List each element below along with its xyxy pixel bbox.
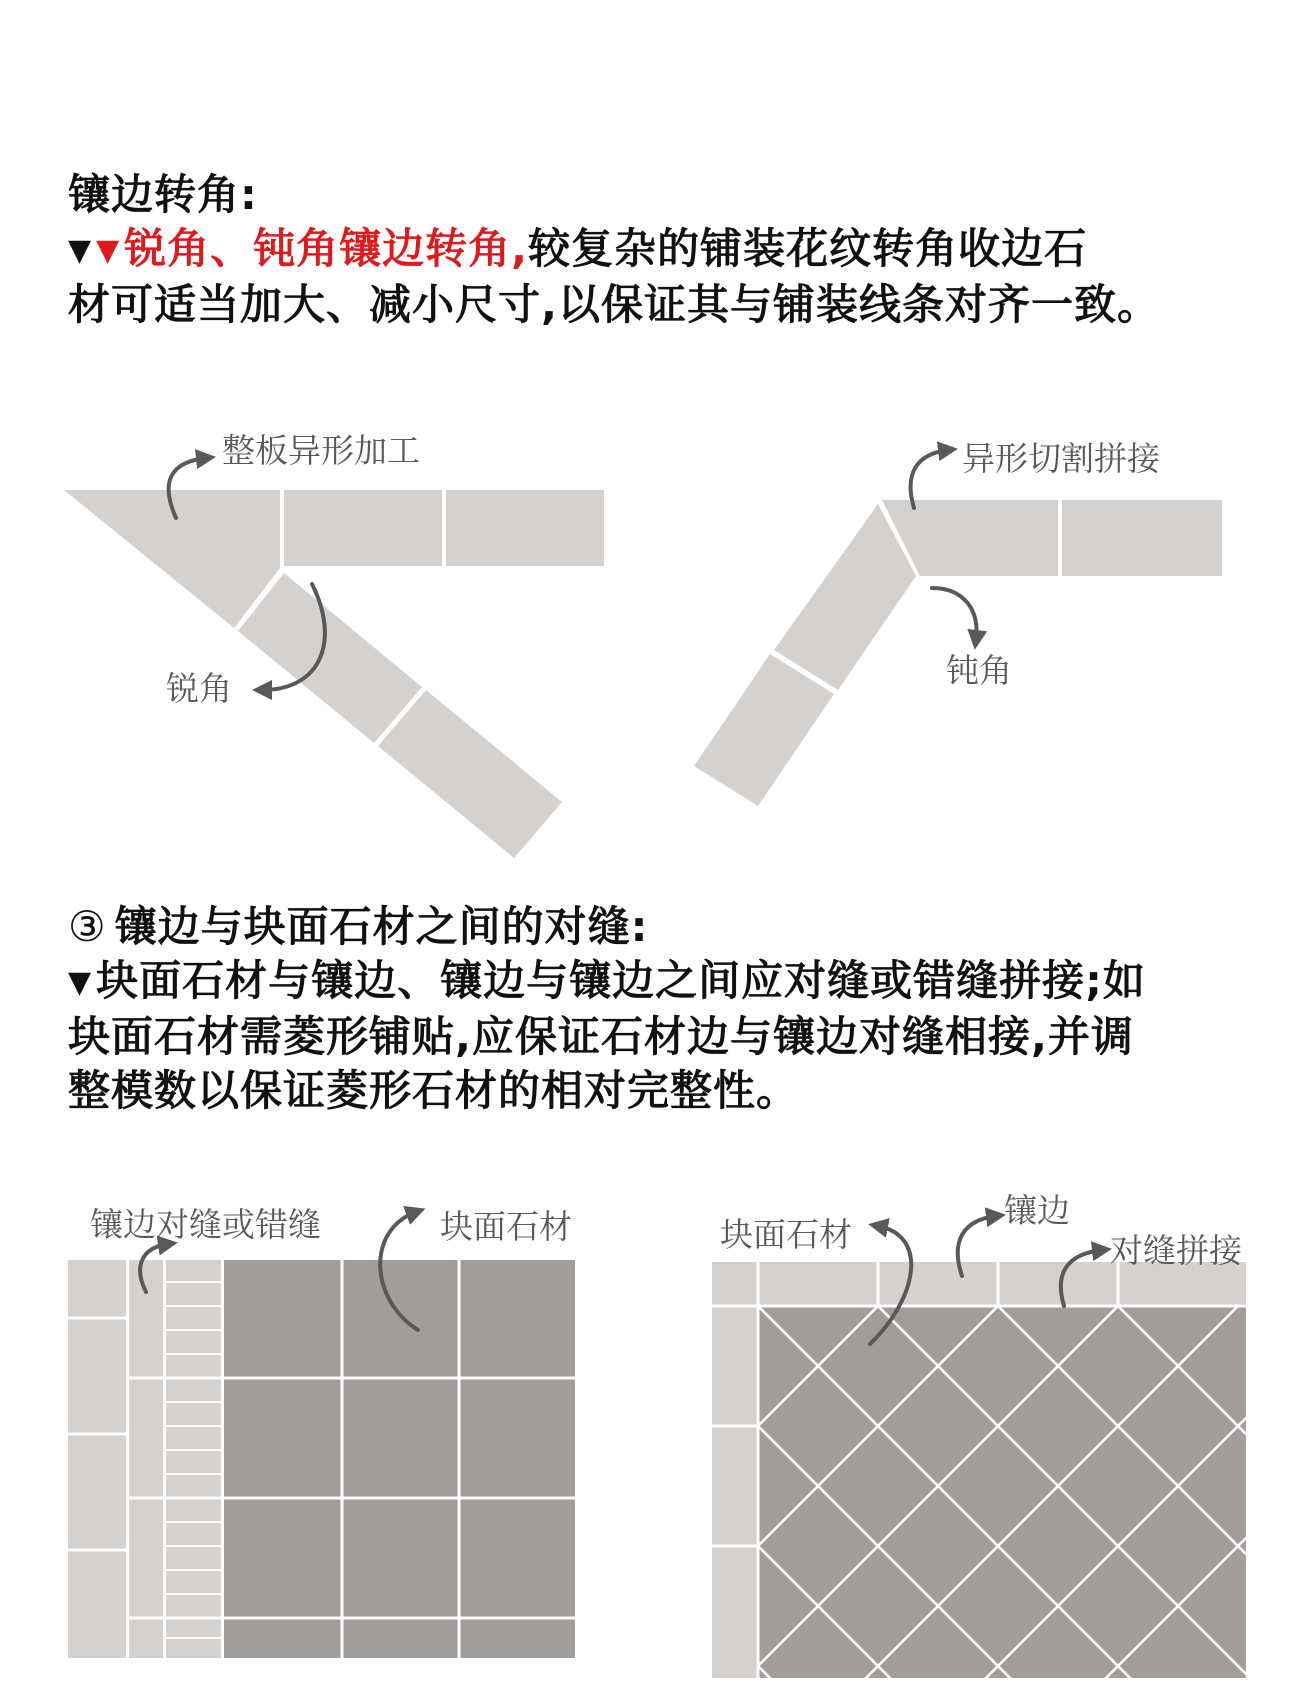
section-joint-line3: 整模数以保证菱形石材的相对完整性。 [68,1066,800,1115]
circled-number: ③ [68,902,107,951]
label-block-stone-left: 块面石材 [440,1207,572,1246]
triangle-marker-icon: ▼ [68,233,93,268]
label-whole-board: 整板异形加工 [222,431,420,470]
body-text: 较复杂的铺装花纹转角收边石 [528,224,1088,273]
outer-border-strip [68,1260,126,1658]
inner-border-strip [129,1260,163,1658]
label-joint-splice: 对缝拼接 [1110,1231,1242,1270]
label-obtuse: 钝角 [946,651,1012,690]
label-block-stone-right: 块面石材 [720,1215,852,1254]
thin-border-strip [166,1260,221,1658]
square-joint-diagram [68,1260,575,1658]
triangle-marker-icon: ▼ [68,965,93,1000]
section-joint-heading: ③ 镶边与块面石材之间的对缝: [68,900,1248,954]
section-corner-heading: 镶边转角: [68,170,258,219]
label-border: 镶边 [1004,1191,1070,1230]
block-stone-area [224,1260,575,1658]
section-corner-line2: 材可适当加大、减小尺寸,以保证其与铺装线条对齐一致。 [68,280,1160,329]
triangle-marker-red-icon: ▼ [96,233,121,268]
section-joint-line1: ▼块面石材与镶边、镶边与镶边之间应对缝或错缝拼接;如 [68,954,1248,1010]
left-border-strip [712,1262,758,1678]
section-joint-line2: 块面石材需菱形铺贴,应保证石材边与镶边对缝相接,并调 [68,1012,1134,1061]
label-acute: 锐角 [166,669,232,708]
label-border-joint: 镶边对缝或错缝 [90,1205,321,1244]
highlight-text: 锐角、钝角镶边转角, [124,224,529,273]
label-cut-splice: 异形切割拼接 [962,439,1160,478]
